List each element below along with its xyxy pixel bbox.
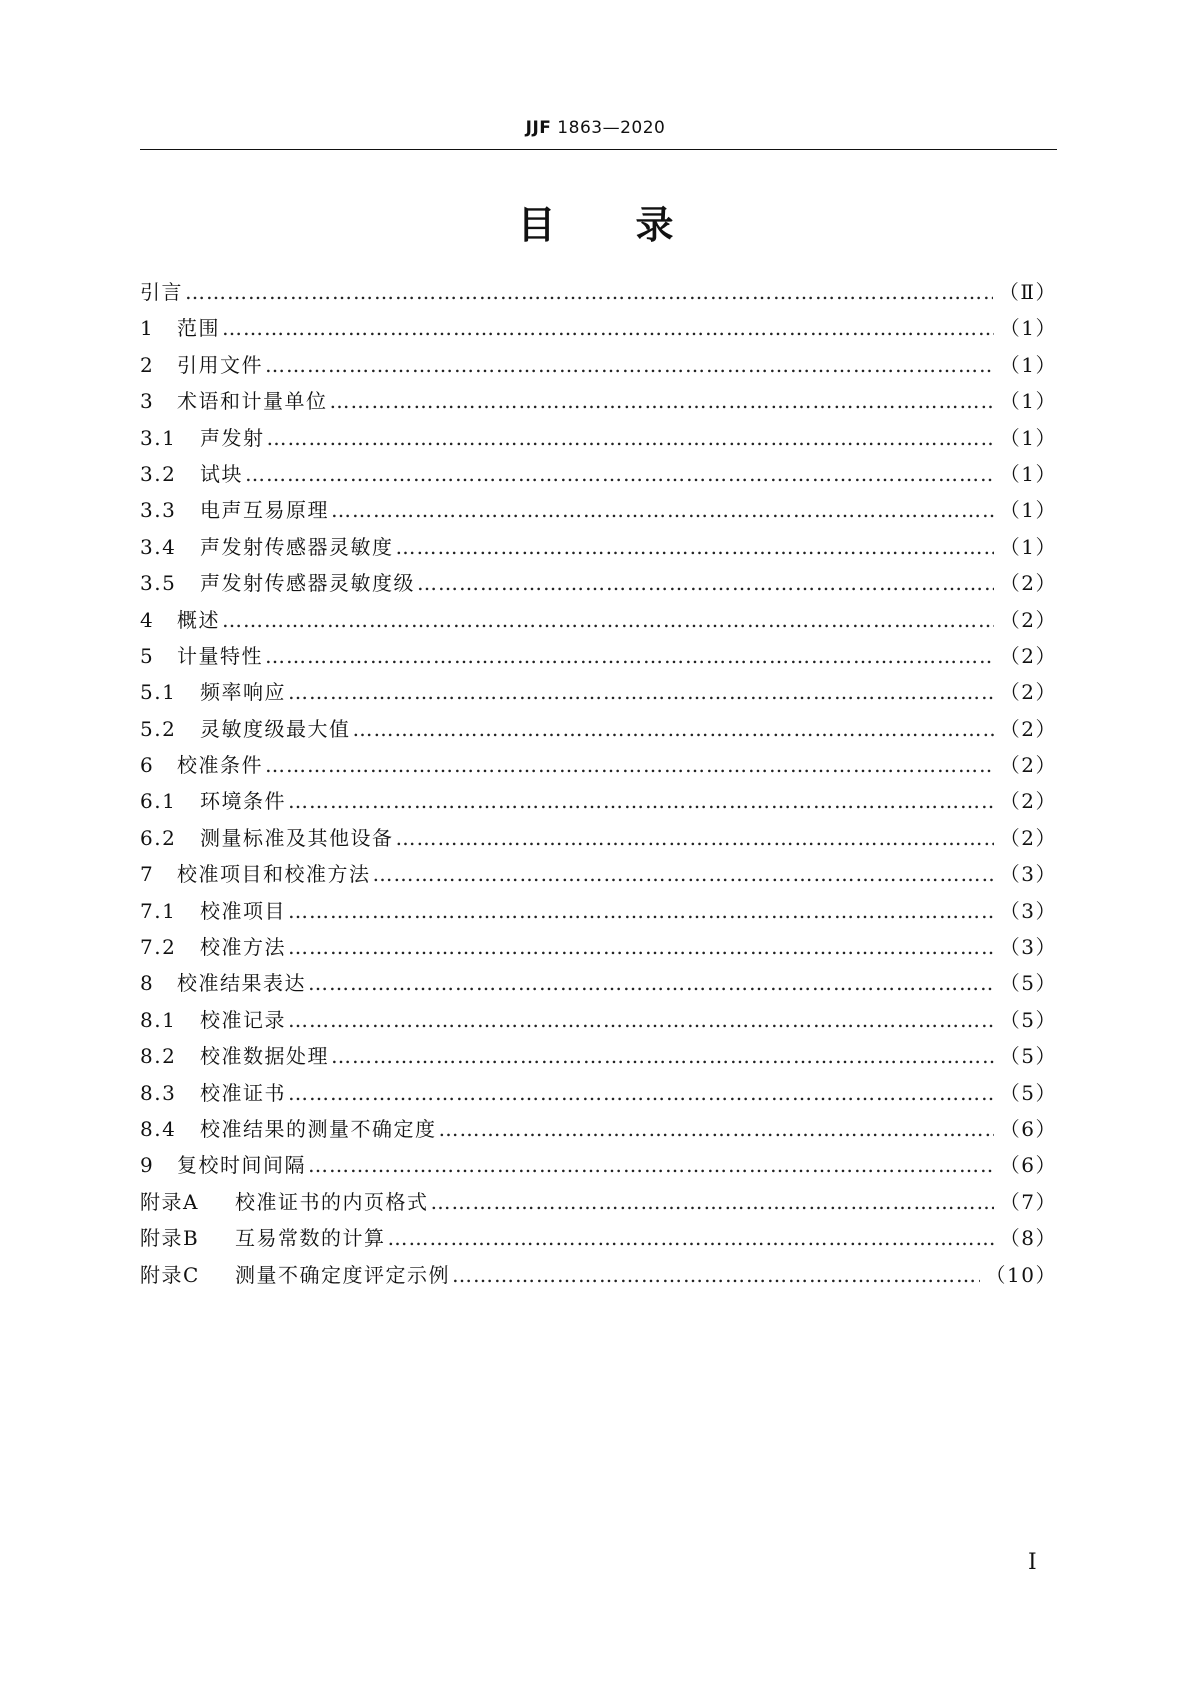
toc-entry[interactable]: [140, 858, 1057, 894]
toc-entry-label: 频率响应: [200, 680, 286, 705]
toc-entry[interactable]: [140, 749, 1057, 785]
toc-entry[interactable]: [140, 312, 1057, 348]
standard-code-number: 1863—2020: [551, 118, 666, 138]
toc-entry-number: 3: [140, 389, 155, 414]
toc-entry-number: 附录A: [140, 1189, 199, 1214]
toc-entry-page: （1）: [999, 534, 1057, 559]
toc-dot-leader: [222, 608, 994, 632]
toc-entry-number: 3.4: [140, 534, 177, 559]
toc-entry-page: （5）: [999, 1080, 1057, 1105]
toc-entry-number: 8.1: [140, 1007, 177, 1032]
toc-entry-label: 电声互易原理: [200, 498, 329, 523]
toc-entry-page: （1）: [999, 389, 1057, 414]
page-number: I: [1028, 1550, 1037, 1575]
toc-entry[interactable]: [140, 1149, 1057, 1185]
toc-entry-number: 6.2: [140, 825, 177, 850]
toc-entry[interactable]: [140, 604, 1057, 640]
standard-code-prefix: JJF: [525, 118, 552, 138]
toc-entry[interactable]: [140, 494, 1057, 530]
toc-entry-label: 校准记录: [200, 1007, 286, 1032]
toc-entry-label: 测量不确定度评定示例: [235, 1262, 450, 1287]
toc-entry[interactable]: [140, 713, 1057, 749]
toc-entry-label: 环境条件: [200, 789, 286, 814]
toc-dot-leader: [222, 316, 994, 340]
toc-entry[interactable]: [140, 676, 1057, 712]
toc-entry-number: 附录C: [140, 1262, 200, 1287]
toc-entry-label: 术语和计量单位: [177, 389, 328, 414]
toc-dot-leader: [185, 280, 993, 304]
toc-entry-label: 校准证书: [200, 1080, 286, 1105]
toc-entry-page: （2）: [999, 716, 1057, 741]
toc-entry-page: （3）: [999, 862, 1057, 887]
running-header: [0, 118, 1191, 138]
toc-entry-number: 8: [140, 971, 155, 996]
toc-entry[interactable]: [140, 822, 1057, 858]
toc-entry-page: （8）: [999, 1226, 1057, 1251]
toc-entry-label: 引用文件: [177, 352, 263, 377]
toc-entry-page: （2）: [999, 680, 1057, 705]
toc-entry-number: 5.2: [140, 716, 177, 741]
toc-entry-number: 5: [140, 643, 155, 668]
toc-dot-leader: [431, 1190, 994, 1214]
toc-entry-page: （1）: [999, 461, 1057, 486]
toc-entry-label: 声发射: [200, 425, 265, 450]
toc-entry-number: 9: [140, 1153, 155, 1178]
toc-entry-label: 校准结果的测量不确定度: [200, 1116, 437, 1141]
toc-dot-leader: [288, 789, 994, 813]
toc-entry-number: 3.1: [140, 425, 177, 450]
toc-entry-page: （Ⅱ）: [998, 280, 1057, 304]
toc-entry-label: 计量特性: [177, 643, 263, 668]
toc-entry[interactable]: [140, 531, 1057, 567]
toc-dot-leader: [288, 899, 994, 923]
toc-entry-label: 声发射传感器灵敏度级: [200, 571, 415, 596]
toc-entry-page: （3）: [999, 898, 1057, 923]
page-title: 目录: [517, 203, 754, 247]
toc-entry-label: 校准项目: [200, 898, 286, 923]
toc-entry[interactable]: [140, 458, 1057, 494]
toc-entry-label: 测量标准及其他设备: [200, 825, 394, 850]
toc-dot-leader: [452, 1263, 980, 1287]
toc-dot-leader: [330, 389, 994, 413]
toc-entry-number: 4: [140, 607, 155, 632]
toc-entry-page: （2）: [999, 607, 1057, 632]
toc-dot-leader: [388, 1226, 994, 1250]
toc-entry-page: （7）: [999, 1189, 1057, 1214]
table-of-contents: [140, 276, 1057, 1295]
toc-dot-leader: [308, 1153, 994, 1177]
toc-dot-leader: [331, 1044, 994, 1068]
toc-entry[interactable]: [140, 1040, 1057, 1076]
toc-dot-leader: [373, 862, 994, 886]
toc-entry[interactable]: [140, 931, 1057, 967]
toc-entry-page: （6）: [999, 1116, 1057, 1141]
toc-entry-page: （6）: [999, 1153, 1057, 1178]
toc-entry-label: 复校时间间隔: [177, 1153, 306, 1178]
toc-entry-label: 引言: [140, 280, 183, 304]
toc-entry[interactable]: [140, 640, 1057, 676]
toc-entry[interactable]: [140, 785, 1057, 821]
toc-entry[interactable]: [140, 895, 1057, 931]
toc-dot-leader: [308, 971, 994, 995]
toc-entry-page: （1）: [999, 316, 1057, 341]
toc-entry-page: （2）: [999, 789, 1057, 814]
toc-entry-number: 1: [140, 316, 155, 341]
toc-dot-leader: [288, 1081, 994, 1105]
toc-entry-page: （5）: [999, 1044, 1057, 1069]
toc-entry-label: 校准条件: [177, 753, 263, 778]
toc-entry[interactable]: [140, 1113, 1057, 1149]
toc-entry-page: （2）: [999, 571, 1057, 596]
toc-entry-label: 校准数据处理: [200, 1044, 329, 1069]
toc-entry-number: 7.1: [140, 898, 177, 923]
toc-dot-leader: [265, 353, 994, 377]
toc-entry[interactable]: [140, 1222, 1057, 1258]
toc-entry[interactable]: [140, 1186, 1057, 1222]
toc-entry[interactable]: [140, 567, 1057, 603]
toc-entry-number: 附录B: [140, 1226, 200, 1251]
toc-entry-page: （3）: [999, 935, 1057, 960]
toc-dot-leader: [439, 1117, 994, 1141]
toc-dot-leader: [265, 644, 994, 668]
toc-entry-page: （5）: [999, 971, 1057, 996]
toc-entry-number: 6.1: [140, 789, 177, 814]
toc-entry-number: 5.1: [140, 680, 177, 705]
toc-entry-number: 3.2: [140, 461, 177, 486]
toc-dot-leader: [396, 535, 994, 559]
toc-dot-leader: [353, 717, 994, 741]
toc-entry-page: （10）: [985, 1262, 1057, 1287]
toc-dot-leader: [396, 826, 994, 850]
toc-entry-page: （2）: [999, 643, 1057, 668]
header-rule: [140, 149, 1057, 150]
toc-entry-number: 8.2: [140, 1044, 177, 1069]
toc-entry-number: 8.3: [140, 1080, 177, 1105]
toc-entry-page: （1）: [999, 498, 1057, 523]
toc-dot-leader: [331, 498, 994, 522]
toc-entry[interactable]: [140, 1004, 1057, 1040]
toc-entry-label: 互易常数的计算: [235, 1226, 386, 1251]
toc-entry[interactable]: [140, 1077, 1057, 1113]
toc-dot-leader: [267, 426, 994, 450]
toc-entry-label: 试块: [200, 461, 243, 486]
toc-entry-label: 校准结果表达: [177, 971, 306, 996]
toc-entry-page: （2）: [999, 825, 1057, 850]
toc-dot-leader: [288, 935, 994, 959]
toc-entry-number: 7.2: [140, 935, 177, 960]
toc-entry[interactable]: [140, 967, 1057, 1003]
toc-entry-label: 校准方法: [200, 935, 286, 960]
toc-entry[interactable]: [140, 1259, 1057, 1295]
toc-entry-number: 8.4: [140, 1116, 177, 1141]
toc-entry-label: 声发射传感器灵敏度: [200, 534, 394, 559]
toc-dot-leader: [417, 571, 994, 595]
toc-entry-number: 6: [140, 753, 155, 778]
toc-entry-label: 校准项目和校准方法: [177, 862, 371, 887]
toc-entry-label: 灵敏度级最大值: [200, 716, 351, 741]
toc-entry-label: 校准证书的内页格式: [235, 1189, 429, 1214]
toc-entry-page: （2）: [999, 753, 1057, 778]
toc-dot-leader: [265, 753, 994, 777]
toc-entry-label: 概述: [177, 607, 220, 632]
toc-dot-leader: [245, 462, 994, 486]
toc-dot-leader: [288, 680, 994, 704]
toc-entry[interactable]: [140, 349, 1057, 385]
toc-entry[interactable]: [140, 276, 1057, 312]
toc-entry[interactable]: [140, 422, 1057, 458]
toc-entry-page: （5）: [999, 1007, 1057, 1032]
toc-entry-page: （1）: [999, 425, 1057, 450]
toc-entry-number: 7: [140, 862, 155, 887]
toc-entry-label: 范围: [177, 316, 220, 341]
toc-entry[interactable]: [140, 385, 1057, 421]
toc-dot-leader: [288, 1008, 994, 1032]
toc-entry-number: 2: [140, 352, 155, 377]
toc-entry-number: 3.5: [140, 571, 177, 596]
toc-entry-number: 3.3: [140, 498, 177, 523]
toc-entry-page: （1）: [999, 352, 1057, 377]
